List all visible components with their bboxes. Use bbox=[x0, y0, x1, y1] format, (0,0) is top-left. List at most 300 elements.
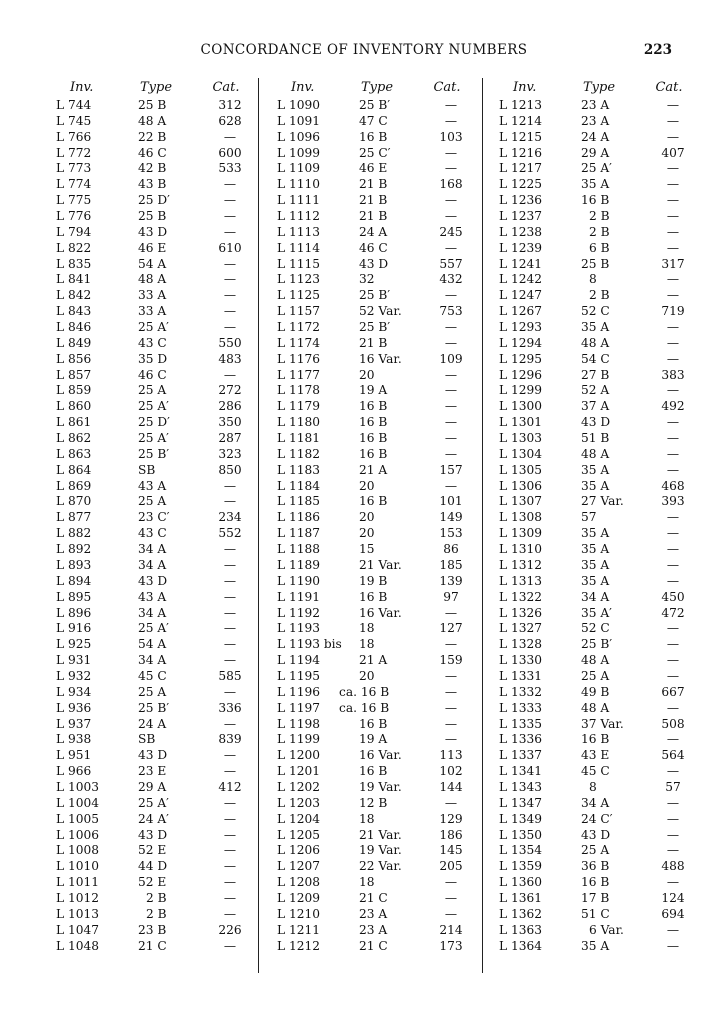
catalogue-number: — bbox=[444, 399, 458, 414]
type-value: 43 C bbox=[138, 526, 167, 541]
type-value: 36 B bbox=[581, 859, 610, 874]
catalogue-number: 272 bbox=[218, 383, 242, 398]
type-value: 21 C bbox=[359, 890, 388, 905]
type-value: 54 C bbox=[581, 351, 610, 366]
header-cat: Cat. bbox=[655, 80, 683, 95]
inventory-number: L 856 bbox=[56, 351, 92, 366]
type-value: 25 B bbox=[138, 209, 167, 224]
inventory-number: L 794 bbox=[56, 224, 92, 239]
inventory-number: L 894 bbox=[56, 573, 92, 588]
inventory-number: L 1113 bbox=[277, 224, 320, 239]
type-value: 25 A′ bbox=[138, 320, 169, 335]
catalogue-number: — bbox=[444, 716, 458, 731]
type-value: 2 B bbox=[589, 209, 610, 224]
inventory-number: L 1199 bbox=[277, 732, 320, 747]
type-value: 48 A bbox=[581, 335, 610, 350]
catalogue-number: 564 bbox=[661, 748, 685, 763]
type-value: 21 A bbox=[359, 462, 388, 477]
catalogue-number: — bbox=[666, 98, 680, 112]
type-value: 51 B bbox=[581, 431, 610, 446]
catalogue-number: — bbox=[444, 605, 458, 620]
type-value: 35 A bbox=[581, 462, 610, 477]
inventory-number: L 1267 bbox=[499, 304, 542, 319]
catalogue-number: — bbox=[666, 668, 680, 683]
catalogue-number: — bbox=[666, 335, 680, 350]
catalogue-number: — bbox=[666, 637, 680, 652]
catalogue-number: 226 bbox=[218, 922, 242, 937]
type-value: 25 D′ bbox=[138, 415, 170, 430]
catalogue-number: — bbox=[666, 875, 680, 890]
type-value: 6 Var. bbox=[589, 922, 624, 937]
inventory-number: L 1359 bbox=[499, 859, 542, 874]
type-value: 25 A′ bbox=[138, 621, 169, 636]
catalogue-number: — bbox=[666, 621, 680, 636]
type-value: 8 bbox=[589, 272, 597, 287]
type-value: 25 A bbox=[138, 383, 167, 398]
catalogue-number: 286 bbox=[218, 399, 242, 414]
catalogue-number: 145 bbox=[439, 843, 463, 858]
type-value: 23 A bbox=[581, 113, 610, 128]
inventory-number: L 966 bbox=[56, 764, 92, 779]
inventory-number: L 1188 bbox=[277, 542, 320, 557]
catalogue-number: — bbox=[223, 288, 237, 303]
type-value: 20 bbox=[359, 510, 375, 525]
type-value: 43 D bbox=[138, 827, 168, 842]
type-value: 43 C bbox=[138, 335, 167, 350]
catalogue-number: — bbox=[444, 98, 458, 112]
catalogue-number: — bbox=[444, 668, 458, 683]
catalogue-number: — bbox=[223, 256, 237, 271]
catalogue-number: — bbox=[223, 764, 237, 779]
catalogue-number: — bbox=[223, 875, 237, 890]
inventory-number: L 1048 bbox=[56, 938, 99, 953]
inventory-number: L 1312 bbox=[499, 557, 542, 572]
inventory-number: L 822 bbox=[56, 240, 92, 255]
inventory-number: L 896 bbox=[56, 605, 92, 620]
inventory-number: L 1341 bbox=[499, 764, 542, 779]
type-value: 25 B bbox=[138, 98, 167, 112]
inventory-number: L 916 bbox=[56, 621, 92, 636]
inventory-number: L 1185 bbox=[277, 494, 320, 509]
inventory-number: L 1010 bbox=[56, 859, 99, 874]
inventory-number: L 1206 bbox=[277, 843, 320, 858]
inventory-number: L 1236 bbox=[499, 193, 542, 208]
type-value: 16 B bbox=[359, 431, 388, 446]
inventory-number: L 1225 bbox=[499, 177, 542, 192]
header-type: Type bbox=[583, 80, 616, 95]
catalogue-number: — bbox=[223, 843, 237, 858]
catalogue-number: 610 bbox=[218, 240, 242, 255]
inventory-number: L 1187 bbox=[277, 526, 320, 541]
inventory-number: L 1157 bbox=[277, 304, 320, 319]
inventory-number: L 1191 bbox=[277, 589, 320, 604]
type-value: 46 C bbox=[138, 145, 167, 160]
inventory-number: L 1181 bbox=[277, 431, 320, 446]
page-number: 223 bbox=[643, 42, 672, 58]
catalogue-number: — bbox=[223, 716, 237, 731]
catalogue-number: 432 bbox=[439, 272, 463, 287]
catalogue-number: 753 bbox=[439, 304, 463, 319]
catalogue-number: 102 bbox=[439, 764, 463, 779]
inventory-number: L 1209 bbox=[277, 890, 320, 905]
inventory-number: L 1336 bbox=[499, 732, 542, 747]
type-value: 35 A′ bbox=[581, 605, 612, 620]
type-value: 43 D bbox=[138, 573, 168, 588]
catalogue-number: — bbox=[223, 859, 237, 874]
type-value: 43 B bbox=[138, 177, 167, 192]
catalogue-number: — bbox=[444, 415, 458, 430]
type-value: 16 B bbox=[359, 399, 388, 414]
type-value: 25 B′ bbox=[359, 288, 391, 303]
type-value: 16 Var. bbox=[359, 351, 402, 366]
inventory-number: L 1091 bbox=[277, 113, 320, 128]
type-value: 25 B′ bbox=[138, 446, 170, 461]
type-value: 20 bbox=[359, 668, 375, 683]
inventory-number: L 772 bbox=[56, 145, 92, 160]
type-value: 19 B bbox=[359, 573, 388, 588]
catalogue-number: 214 bbox=[439, 922, 463, 937]
type-value: 25 C′ bbox=[359, 145, 391, 160]
inventory-number: L 1310 bbox=[499, 542, 542, 557]
inventory-number: L 1008 bbox=[56, 843, 99, 858]
catalogue-number: 557 bbox=[439, 256, 463, 271]
catalogue-number: — bbox=[223, 684, 237, 699]
inventory-number: L 1326 bbox=[499, 605, 542, 620]
type-value: 21 B bbox=[359, 177, 388, 192]
inventory-number: L 1186 bbox=[277, 510, 320, 525]
catalogue-number: — bbox=[666, 383, 680, 398]
type-value: 24 A bbox=[581, 129, 610, 144]
type-value: 43 D bbox=[138, 748, 168, 763]
type-value: 25 A′ bbox=[138, 431, 169, 446]
inventory-number: L 1337 bbox=[499, 748, 542, 763]
inventory-number: L 1202 bbox=[277, 779, 320, 794]
type-value: 23 A bbox=[581, 98, 610, 112]
inventory-number: L 1335 bbox=[499, 716, 542, 731]
catalogue-number: 113 bbox=[439, 748, 463, 763]
type-value: 35 A bbox=[581, 177, 610, 192]
type-value: 49 B bbox=[581, 684, 610, 699]
catalogue-number: — bbox=[223, 748, 237, 763]
type-value: 16 B bbox=[359, 129, 388, 144]
type-value: 2 B bbox=[589, 224, 610, 239]
inventory-number: L 1306 bbox=[499, 478, 542, 493]
catalogue-number: 407 bbox=[661, 145, 685, 160]
type-value: 33 A bbox=[138, 304, 167, 319]
catalogue-number: 168 bbox=[439, 177, 463, 192]
inventory-number: L 1115 bbox=[277, 256, 320, 271]
type-value: 34 A bbox=[138, 653, 167, 668]
inventory-number: L 1307 bbox=[499, 494, 542, 509]
type-value: 25 A′ bbox=[138, 399, 169, 414]
inventory-number: L 1111 bbox=[277, 193, 320, 208]
type-value: 34 A bbox=[138, 605, 167, 620]
type-value: ca. 16 B bbox=[339, 684, 390, 699]
catalogue-number: — bbox=[666, 732, 680, 747]
catalogue-number: — bbox=[666, 272, 680, 287]
catalogue-number: 694 bbox=[661, 906, 685, 921]
type-value: 22 B bbox=[138, 129, 167, 144]
catalogue-number: — bbox=[444, 478, 458, 493]
inventory-number: L 893 bbox=[56, 557, 92, 572]
inventory-number: L 1296 bbox=[499, 367, 542, 382]
inventory-number: L 1241 bbox=[499, 256, 542, 271]
inventory-number: L 1238 bbox=[499, 224, 542, 239]
type-value: 8 bbox=[589, 779, 597, 794]
inventory-number: L 863 bbox=[56, 446, 92, 461]
catalogue-number: 153 bbox=[439, 526, 463, 541]
inventory-number: L 1172 bbox=[277, 320, 320, 335]
type-value: 21 B bbox=[359, 335, 388, 350]
type-value: 25 A bbox=[138, 494, 167, 509]
type-value: 35 A bbox=[581, 573, 610, 588]
catalogue-number: — bbox=[444, 209, 458, 224]
catalogue-number: — bbox=[666, 510, 680, 525]
type-value: 44 D bbox=[138, 859, 168, 874]
inventory-number: L 1194 bbox=[277, 653, 320, 668]
inventory-number: L 1112 bbox=[277, 209, 320, 224]
inventory-number: L 1347 bbox=[499, 795, 542, 810]
inventory-number: L 937 bbox=[56, 716, 92, 731]
catalogue-number: — bbox=[666, 209, 680, 224]
type-value: 21 Var. bbox=[359, 827, 402, 842]
type-value: 46 E bbox=[359, 161, 388, 176]
type-value: 48 A bbox=[138, 113, 167, 128]
type-value: 23 B bbox=[138, 922, 167, 937]
type-value: 20 bbox=[359, 367, 375, 382]
type-value: 6 B bbox=[589, 240, 610, 255]
inventory-number: L 1343 bbox=[499, 779, 542, 794]
type-value: SB bbox=[138, 462, 156, 477]
catalogue-number: 628 bbox=[218, 113, 242, 128]
inventory-number: L 1183 bbox=[277, 462, 320, 477]
catalogue-number: — bbox=[666, 700, 680, 715]
catalogue-number: — bbox=[666, 653, 680, 668]
inventory-number: L 744 bbox=[56, 98, 92, 112]
type-value: 32 bbox=[359, 272, 375, 287]
type-value: 43 D bbox=[581, 415, 611, 430]
inventory-number: L 1213 bbox=[499, 98, 542, 112]
inventory-number: L 1193 bbox=[277, 621, 320, 636]
type-value: 16 B bbox=[359, 716, 388, 731]
inventory-number: L 1333 bbox=[499, 700, 542, 715]
catalogue-number: — bbox=[223, 193, 237, 208]
inventory-number: L 1123 bbox=[277, 272, 320, 287]
catalogue-number: 412 bbox=[218, 779, 242, 794]
type-value: 35 A bbox=[581, 542, 610, 557]
catalogue-number: 850 bbox=[218, 462, 242, 477]
inventory-number: L 1192 bbox=[277, 605, 320, 620]
type-value: 35 A bbox=[581, 938, 610, 953]
inventory-number: L 1214 bbox=[499, 113, 542, 128]
type-value: 27 B bbox=[581, 367, 610, 382]
inventory-number: L 1178 bbox=[277, 383, 320, 398]
catalogue-number: — bbox=[223, 605, 237, 620]
catalogue-number: 149 bbox=[439, 510, 463, 525]
catalogue-number: 109 bbox=[439, 351, 463, 366]
catalogue-number: — bbox=[666, 240, 680, 255]
catalogue-number: — bbox=[666, 224, 680, 239]
catalogue-number: 57 bbox=[665, 779, 681, 794]
catalogue-number: — bbox=[444, 367, 458, 382]
catalogue-number: — bbox=[223, 938, 237, 953]
type-value: 34 A bbox=[581, 589, 610, 604]
inventory-number: L 1242 bbox=[499, 272, 542, 287]
inventory-number: L 1195 bbox=[277, 668, 320, 683]
type-value: 20 bbox=[359, 526, 375, 541]
inventory-number: L 1006 bbox=[56, 827, 99, 842]
type-value: 23 A bbox=[359, 922, 388, 937]
type-value: 25 A bbox=[581, 668, 610, 683]
catalogue-number: 97 bbox=[443, 589, 459, 604]
inventory-number: L 1247 bbox=[499, 288, 542, 303]
type-value: 24 A bbox=[138, 716, 167, 731]
catalogue-number: 483 bbox=[218, 351, 242, 366]
type-value: 46 C bbox=[138, 367, 167, 382]
catalogue-number: — bbox=[223, 621, 237, 636]
inventory-number: L 1198 bbox=[277, 716, 320, 731]
type-value: 35 D bbox=[138, 351, 168, 366]
type-value: 52 C bbox=[581, 621, 610, 636]
type-value: 16 B bbox=[359, 764, 388, 779]
type-value: ca. 16 B bbox=[339, 700, 390, 715]
catalogue-number: — bbox=[223, 320, 237, 335]
inventory-number: L 1114 bbox=[277, 240, 320, 255]
type-value: 16 B bbox=[581, 875, 610, 890]
inventory-number: L 1364 bbox=[499, 938, 542, 953]
inventory-number: L 1363 bbox=[499, 922, 542, 937]
type-value: 20 bbox=[359, 478, 375, 493]
catalogue-number: — bbox=[666, 827, 680, 842]
type-value: 48 A bbox=[581, 446, 610, 461]
inventory-number: L 859 bbox=[56, 383, 92, 398]
type-value: 35 A bbox=[581, 320, 610, 335]
type-value: 34 A bbox=[138, 542, 167, 557]
inventory-number: L 842 bbox=[56, 288, 92, 303]
type-value: 18 bbox=[359, 621, 375, 636]
type-value: 25 B′ bbox=[359, 98, 391, 112]
inventory-number: L 860 bbox=[56, 399, 92, 414]
inventory-number: L 1208 bbox=[277, 875, 320, 890]
catalogue-number: — bbox=[444, 906, 458, 921]
catalogue-number: 323 bbox=[218, 446, 242, 461]
type-value: 54 A bbox=[138, 256, 167, 271]
catalogue-number: — bbox=[666, 795, 680, 810]
inventory-number: L 1179 bbox=[277, 399, 320, 414]
type-value: 48 A bbox=[581, 700, 610, 715]
inventory-number: L 1304 bbox=[499, 446, 542, 461]
inventory-number: L 1350 bbox=[499, 827, 542, 842]
inventory-number: L 1294 bbox=[499, 335, 542, 350]
catalogue-number: — bbox=[444, 240, 458, 255]
catalogue-number: 144 bbox=[439, 779, 463, 794]
type-value: 25 D′ bbox=[138, 193, 170, 208]
catalogue-number: 550 bbox=[218, 335, 242, 350]
type-value: 21 C bbox=[359, 938, 388, 953]
catalogue-number: — bbox=[666, 526, 680, 541]
catalogue-number: — bbox=[223, 272, 237, 287]
catalogue-number: — bbox=[444, 431, 458, 446]
inventory-number: L 1305 bbox=[499, 462, 542, 477]
type-value: SB bbox=[138, 732, 156, 747]
type-value: 43 E bbox=[581, 748, 610, 763]
type-value: 23 A bbox=[359, 906, 388, 921]
inventory-number: L 1331 bbox=[499, 668, 542, 683]
catalogue-number: — bbox=[666, 431, 680, 446]
catalogue-number: 234 bbox=[218, 510, 242, 525]
catalogue-number: 287 bbox=[218, 431, 242, 446]
catalogue-number: 600 bbox=[218, 145, 242, 160]
inventory-number: L 1180 bbox=[277, 415, 320, 430]
catalogue-number: — bbox=[444, 732, 458, 747]
catalogue-number: 552 bbox=[218, 526, 242, 541]
type-value: 43 A bbox=[138, 478, 167, 493]
inventory-number: L 1189 bbox=[277, 557, 320, 572]
inventory-number: L 1354 bbox=[499, 843, 542, 858]
inventory-number: L 1237 bbox=[499, 209, 542, 224]
inventory-number: L 1207 bbox=[277, 859, 320, 874]
type-value: 24 A bbox=[359, 224, 388, 239]
type-value: 33 A bbox=[138, 288, 167, 303]
catalogue-number: 186 bbox=[439, 827, 463, 842]
inventory-number: L 925 bbox=[56, 637, 92, 652]
type-value: 25 B′ bbox=[581, 637, 613, 652]
catalogue-number: — bbox=[444, 335, 458, 350]
catalogue-number: — bbox=[666, 129, 680, 144]
catalogue-number: — bbox=[444, 795, 458, 810]
inventory-number: L 1303 bbox=[499, 431, 542, 446]
type-value: 46 E bbox=[138, 240, 167, 255]
type-value: 47 C bbox=[359, 113, 388, 128]
inventory-number: L 1125 bbox=[277, 288, 320, 303]
type-value: 21 B bbox=[359, 193, 388, 208]
inventory-number: L 877 bbox=[56, 510, 92, 525]
type-value: 18 bbox=[359, 875, 375, 890]
catalogue-number: — bbox=[666, 288, 680, 303]
inventory-number: L 775 bbox=[56, 193, 92, 208]
header-type: Type bbox=[140, 80, 173, 95]
column-divider bbox=[258, 78, 259, 973]
type-value: 25 B bbox=[581, 256, 610, 271]
type-value: 24 A′ bbox=[138, 811, 169, 826]
type-value: 46 C bbox=[359, 240, 388, 255]
catalogue-number: — bbox=[666, 922, 680, 937]
type-value: 35 A bbox=[581, 478, 610, 493]
inventory-number: L 1309 bbox=[499, 526, 542, 541]
inventory-number: L 938 bbox=[56, 732, 92, 747]
inventory-number: L 1184 bbox=[277, 478, 320, 493]
inventory-number: L 1047 bbox=[56, 922, 99, 937]
catalogue-number: — bbox=[223, 209, 237, 224]
catalogue-number: — bbox=[223, 177, 237, 192]
catalogue-number: 719 bbox=[661, 304, 685, 319]
header-inv: Inv. bbox=[70, 80, 94, 95]
catalogue-number: — bbox=[223, 589, 237, 604]
catalogue-number: 173 bbox=[439, 938, 463, 953]
type-value: 45 C bbox=[138, 668, 167, 683]
catalogue-number: 101 bbox=[439, 494, 463, 509]
type-value: 34 A bbox=[581, 795, 610, 810]
inventory-number: L 1005 bbox=[56, 811, 99, 826]
catalogue-number: — bbox=[444, 637, 458, 652]
catalogue-number: — bbox=[444, 446, 458, 461]
type-value: 43 D bbox=[359, 256, 389, 271]
inventory-number: L 1205 bbox=[277, 827, 320, 842]
type-value: 24 C′ bbox=[581, 811, 613, 826]
inventory-number: L 1362 bbox=[499, 906, 542, 921]
type-value: 2 B bbox=[589, 288, 610, 303]
type-value: 18 bbox=[359, 637, 375, 652]
